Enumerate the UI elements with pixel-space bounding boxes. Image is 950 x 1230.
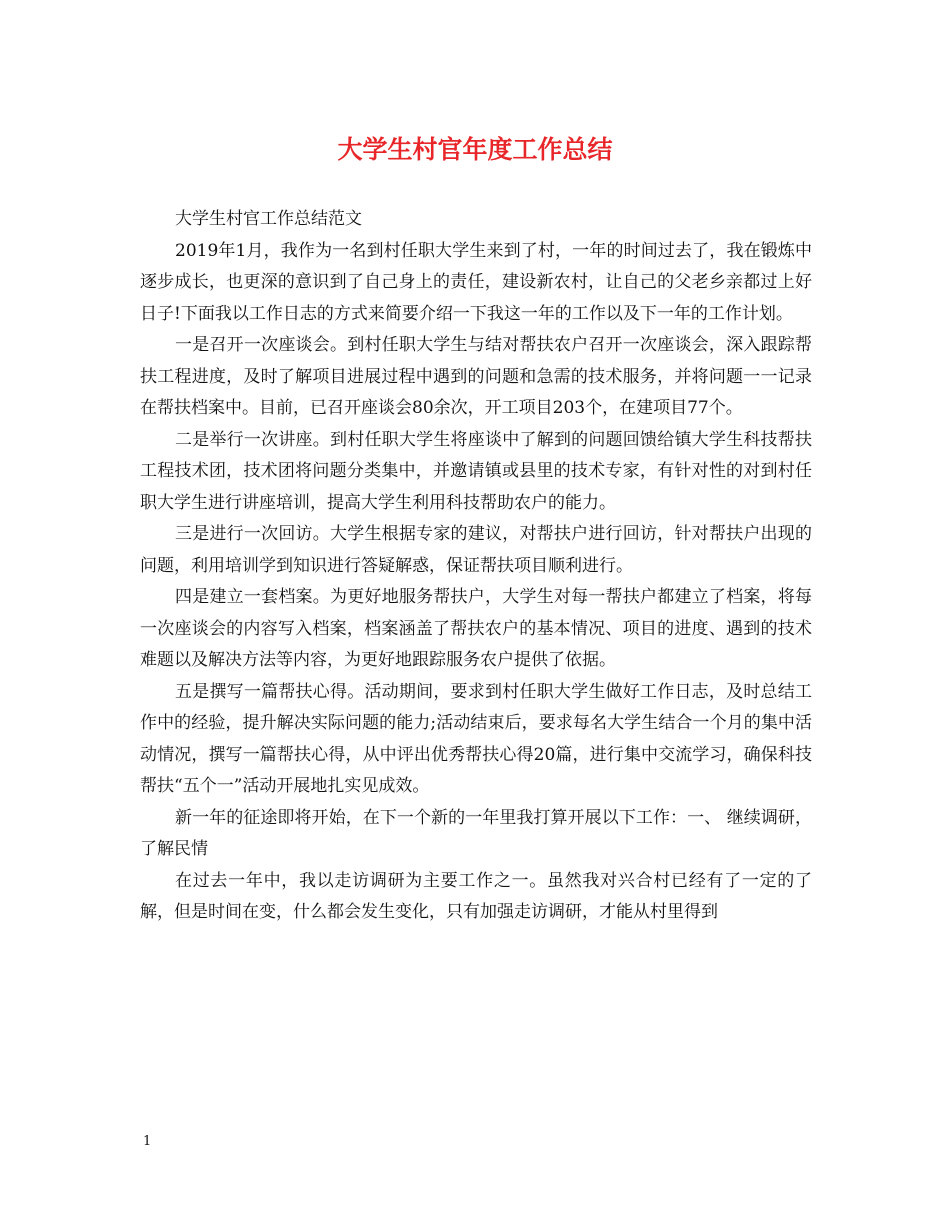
document-title: 大学生村官年度工作总结	[337, 135, 613, 164]
paragraph-item-1: 一是召开一次座谈会。到村任职大学生与结对帮扶农户召开一次座谈会，深入跟踪帮扶工程进度，及时了解项目进展过程中遇到的问题和急需的技术服务，并将问题一一记录在帮扶档案中。目前，已召开座谈会80余次，开工项目203个，在建项目77个。	[140, 335, 812, 418]
document-body	[140, 204, 812, 929]
paragraph-plan: 新一年的征途即将开始，在下一个新的一年里我打算开展以下工作：一、 继续调研，了解民情	[140, 807, 812, 859]
paragraph-survey: 在过去一年中，我以走访调研为主要工作之一。虽然我对兴合村已经有了一定的了解，但是时间在变，什么都会发生变化，只有加强走访调研，才能从村里得到	[140, 870, 812, 922]
paragraph-intro: 2019年1月，我作为一名到村任职大学生来到了村，一年的时间过去了，我在锻炼中逐步成长，也更深的意识到了自己身上的责任，建设新农村，让自己的父老乡亲都过上好日子!下面我以工作日志的方式来简要介绍一下我这一年的工作以及下一年的工作计划。	[140, 240, 812, 324]
paragraph-item-5: 五是撰写一篇帮扶心得。活动期间，要求到村任职大学生做好工作日志，及时总结工作中的经验，提升解决实际问题的能力;活动结束后，要求每名大学生结合一个月的集中活动情况，撰写一篇帮扶心得，从中评出优秀帮扶心得20篇，进行集中交流学习，确保科技帮扶“五个一”活动开展地扎实见成效。	[140, 681, 812, 796]
paragraph-item-2: 二是举行一次讲座。到村任职大学生将座谈中了解到的问题回馈给镇大学生科技帮扶工程技术团，技术团将问题分类集中，并邀请镇或县里的技术专家，有针对性的对到村任职大学生进行讲座培训，提高大学生利用科技帮助农户的能力。	[140, 429, 812, 513]
paragraph-item-3: 三是进行一次回访。大学生根据专家的建议，对帮扶户进行回访，针对帮扶户出现的问题，利用培训学到知识进行答疑解惑，保证帮扶项目顺利进行。	[140, 524, 812, 576]
page-number: 1	[143, 1134, 152, 1149]
paragraph-subtitle: 大学生村官工作总结范文	[175, 209, 362, 229]
paragraph-item-4: 四是建立一套档案。为更好地服务帮扶户，大学生对每一帮扶户都建立了档案，将每一次座谈会的内容写入档案，档案涵盖了帮扶农户的基本情况、项目的进度、遇到的技术难题以及解决方法等内容，为更好地跟踪服务农户提供了依据。	[140, 587, 812, 670]
